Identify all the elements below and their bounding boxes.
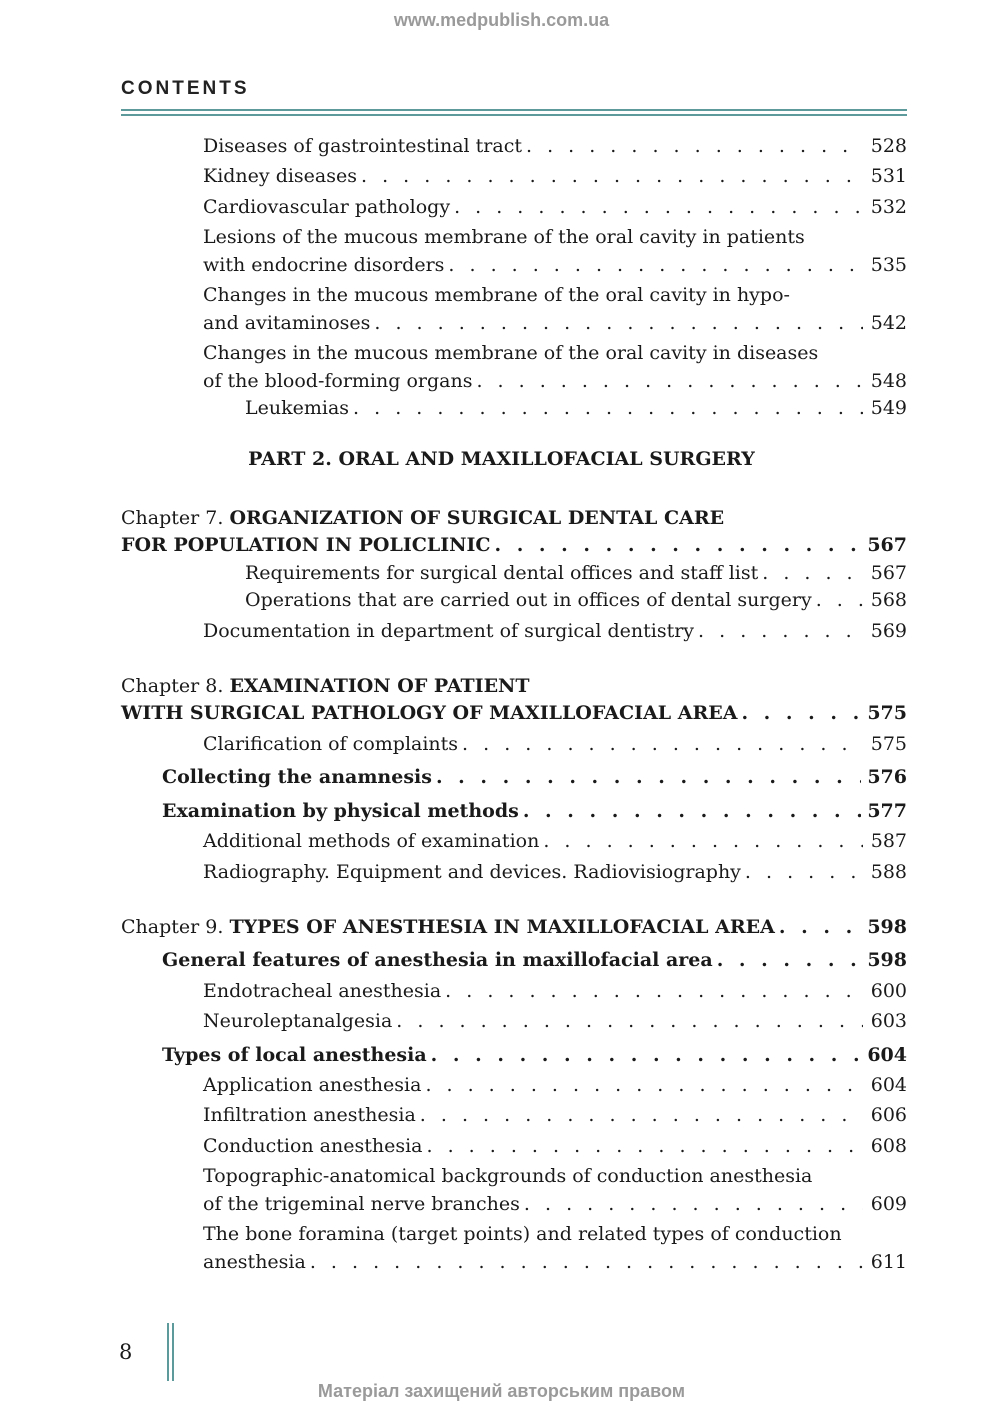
toc-entry-page: 588 <box>870 861 907 883</box>
toc-entry-page: 608 <box>870 1135 907 1157</box>
toc-entry-title-line: The bone foramina (target points) and related types of conduction <box>203 1223 842 1245</box>
toc-entry[interactable] <box>203 1131 907 1161</box>
toc-entry-title: Kidney diseases <box>203 165 357 187</box>
chapter-prefix: Chapter 8. <box>121 675 230 697</box>
section-title: Collecting the anamnesis <box>162 766 432 788</box>
toc-entry-title: of the blood-forming organs <box>203 370 473 392</box>
toc-entry-title-line: Topographic-anatomical backgrounds of conduction anesthesia <box>203 1165 813 1187</box>
chapter-heading-line <box>121 671 530 701</box>
leader-dots <box>425 1070 863 1100</box>
toc-entry-page: 604 <box>870 1074 907 1096</box>
toc-entry-page: 600 <box>870 980 907 1002</box>
toc-entry-title: Diseases of gastrointestinal tract <box>203 135 522 157</box>
section-page: 604 <box>867 1044 907 1066</box>
toc-entry[interactable] <box>203 161 907 191</box>
page-number: 8 <box>119 1340 133 1364</box>
leader-dots <box>762 558 863 588</box>
chapter-page: 575 <box>867 702 907 724</box>
toc-entry-page: 542 <box>870 312 907 334</box>
leader-dots <box>427 1131 863 1161</box>
toc-entry-title-line: Changes in the mucous membrane of the oral cavity in diseases <box>203 342 819 364</box>
toc-entry[interactable] <box>203 1247 907 1277</box>
chapter-title: EXAMINATION OF PATIENT <box>229 675 530 697</box>
chapter-heading-line <box>121 503 724 533</box>
toc-entry-page: 568 <box>870 589 907 611</box>
toc-entry-page: 611 <box>870 1251 907 1273</box>
toc-entry[interactable] <box>203 366 907 396</box>
toc-entry[interactable] <box>203 1189 907 1219</box>
leader-dots <box>431 1040 862 1070</box>
toc-entry[interactable] <box>203 1006 907 1036</box>
chapter-page: 598 <box>867 916 907 938</box>
chapter-title: FOR POPULATION IN POLICLINIC <box>121 534 491 556</box>
toc-entry[interactable] <box>203 131 907 161</box>
section-page: 598 <box>867 949 907 971</box>
leader-dots <box>353 393 863 423</box>
toc-entry-title: Neuroleptanalgesia <box>203 1010 393 1032</box>
toc-entry[interactable] <box>203 729 907 759</box>
toc-entry[interactable] <box>203 826 907 856</box>
section-entry[interactable] <box>162 796 907 826</box>
chapter-title: TYPES OF ANESTHESIA IN MAXILLOFACIAL AREA <box>229 916 775 938</box>
toc-entry-page: 603 <box>870 1010 907 1032</box>
chapter-prefix: Chapter 9. <box>121 916 230 938</box>
leader-dots <box>374 308 863 338</box>
leader-dots <box>717 945 862 975</box>
chapter-entry[interactable] <box>121 698 907 728</box>
leader-dots <box>524 1189 863 1219</box>
leader-dots <box>779 912 861 942</box>
leader-dots <box>523 796 862 826</box>
toc-entry-title: Additional methods of examination <box>203 830 540 852</box>
chapter-entry[interactable] <box>121 912 907 942</box>
toc-entry-title: and avitaminoses <box>203 312 371 334</box>
footer-bars <box>167 1323 177 1381</box>
header-rule <box>121 114 907 116</box>
toc-entry-title: Application anesthesia <box>203 1074 422 1096</box>
toc-entry[interactable] <box>203 1100 907 1130</box>
toc-entry-title: Leukemias <box>245 397 350 419</box>
chapter-entry[interactable] <box>121 530 907 560</box>
section-entry[interactable] <box>162 945 907 975</box>
leader-dots <box>448 250 863 280</box>
toc-entry-title: Radiography. Equipment and devices. Radiovisiography <box>203 861 741 883</box>
chapter-prefix: Chapter 7. <box>121 507 230 529</box>
toc-entry[interactable] <box>203 308 907 338</box>
toc-entry-page: 569 <box>870 620 907 642</box>
chapter-title: ORGANIZATION OF SURGICAL DENTAL CARE <box>229 507 725 529</box>
toc-entry[interactable] <box>203 192 907 222</box>
leader-dots <box>436 762 861 792</box>
toc-entry-page: 531 <box>870 165 907 187</box>
toc-entry-page: 549 <box>870 397 907 419</box>
toc-entry-title: Cardiovascular pathology <box>203 196 451 218</box>
watermark-bottom: Матеріал захищений авторським правом <box>317 1381 686 1401</box>
toc-entry-page: 535 <box>870 254 907 276</box>
section-page: 577 <box>867 800 907 822</box>
toc-entry-page: 609 <box>870 1193 907 1215</box>
leader-dots <box>526 131 863 161</box>
section-page: 576 <box>867 766 907 788</box>
toc-entry-page: 575 <box>870 733 907 755</box>
toc-entry[interactable] <box>203 1070 907 1100</box>
toc-entry[interactable] <box>203 250 907 280</box>
header-rule <box>121 109 907 111</box>
leader-dots <box>543 826 863 856</box>
toc-entry[interactable] <box>203 616 907 646</box>
section-title: Examination by physical methods <box>162 800 519 822</box>
leader-dots <box>698 616 863 646</box>
page-header-title: CONTENTS <box>121 78 250 99</box>
section-title: General features of anesthesia in maxillofacial area <box>162 949 713 971</box>
section-entry[interactable] <box>162 762 907 792</box>
toc-entry[interactable] <box>203 976 907 1006</box>
chapter-page: 567 <box>867 534 907 556</box>
leader-dots <box>420 1100 863 1130</box>
leader-dots <box>361 161 863 191</box>
toc-entry[interactable] <box>203 857 907 887</box>
leader-dots <box>462 729 863 759</box>
leader-dots <box>816 585 863 615</box>
toc-entry-page: 567 <box>870 562 907 584</box>
toc-entry-title: Clarification of complaints <box>203 733 459 755</box>
leader-dots <box>445 976 863 1006</box>
chapter-heading-line <box>121 912 775 942</box>
toc-entry-page: 548 <box>870 370 907 392</box>
leader-dots <box>454 192 863 222</box>
toc-entry-page: 528 <box>870 135 907 157</box>
toc-entry-title: Documentation in department of surgical dentistry <box>203 620 695 642</box>
leader-dots <box>476 366 863 396</box>
watermark-top: www.medpublish.com.ua <box>393 10 610 30</box>
toc-entry-title-line: Changes in the mucous membrane of the oral cavity in hypo- <box>203 284 790 306</box>
toc-entry-title: with endocrine disorders <box>203 254 445 276</box>
leader-dots <box>745 857 863 887</box>
toc-entry-title: Requirements for surgical dental offices and staff list <box>245 562 759 584</box>
chapter-title: WITH SURGICAL PATHOLOGY OF MAXILLOFACIAL AREA <box>121 702 738 724</box>
toc-entry-title: Conduction anesthesia <box>203 1135 423 1157</box>
part-heading: PART 2. ORAL AND MAXILLOFACIAL SURGERY <box>248 448 755 470</box>
toc-entry[interactable] <box>245 558 907 588</box>
section-title: Types of local anesthesia <box>162 1044 427 1066</box>
toc-entry-title: Operations that are carried out in offices of dental surgery <box>245 589 812 611</box>
toc-entry[interactable] <box>245 585 907 615</box>
toc-entry-title: anesthesia <box>203 1251 306 1273</box>
toc-entry-page: 606 <box>870 1104 907 1126</box>
toc-entry-title: Infiltration anesthesia <box>203 1104 416 1126</box>
section-entry[interactable] <box>162 1040 907 1070</box>
toc-entry-title: Endotracheal anesthesia <box>203 980 442 1002</box>
toc-entry[interactable] <box>245 393 907 423</box>
leader-dots <box>741 698 861 728</box>
toc-entry-page: 587 <box>870 830 907 852</box>
toc-entry-title-line: Lesions of the mucous membrane of the oral cavity in patients <box>203 226 805 248</box>
toc-entry-page: 532 <box>870 196 907 218</box>
toc-entry-title: of the trigeminal nerve branches <box>203 1193 520 1215</box>
leader-dots <box>396 1006 863 1036</box>
leader-dots <box>310 1247 863 1277</box>
leader-dots <box>494 530 861 560</box>
